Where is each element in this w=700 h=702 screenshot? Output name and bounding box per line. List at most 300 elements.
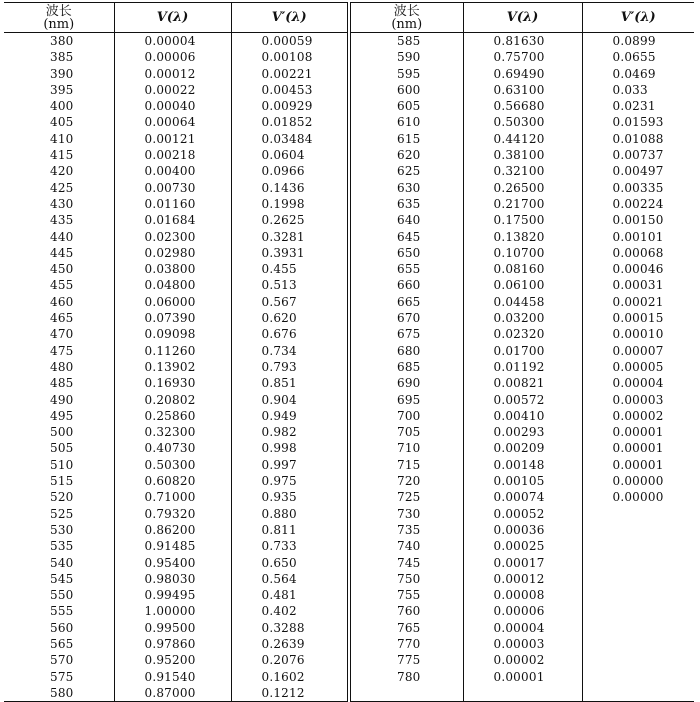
table-row — [4, 636, 694, 652]
v-prime-lambda-cell-right — [582, 652, 694, 668]
wavelength-label-left: 波长 — [45, 3, 72, 19]
v-prime-lambda-cell-right: 0.00497 — [582, 163, 694, 179]
table-row — [4, 669, 694, 685]
v-lambda-cell-right: 0.02320 — [463, 326, 582, 342]
v-lambda-cell-right: 0.01192 — [463, 359, 582, 375]
wavelength-cell-left: 485 — [50, 376, 74, 391]
v-prime-lambda-cell-left: 0.982 — [231, 424, 349, 440]
wavelength-cell-right: 645 — [349, 229, 463, 245]
v-lambda-cell-left: 0.91485 — [114, 538, 231, 554]
v-prime-lambda-cell-left: 0.2076 — [231, 652, 349, 668]
v-lambda-cell-right: 0.00025 — [463, 538, 582, 554]
v-prime-lambda-symbol-right: V′(λ) — [620, 10, 656, 25]
v-lambda-cell-left: 0.97860 — [114, 636, 231, 652]
v-prime-lambda-cell-left: 0.3288 — [231, 620, 349, 636]
v-lambda-cell-left: 0.86200 — [114, 522, 231, 538]
v-lambda-cell-right: 0.00017 — [463, 555, 582, 571]
table-row — [4, 620, 694, 636]
wavelength-cell-left: 520 — [50, 490, 74, 505]
v-lambda-cell-right: 0.08160 — [463, 261, 582, 277]
v-prime-lambda-cell-right — [582, 636, 694, 652]
v-prime-lambda-cell-left: 0.513 — [231, 277, 349, 293]
table-row — [4, 180, 694, 196]
v-lambda-cell-left: 0.09098 — [114, 326, 231, 342]
v-prime-lambda-cell-left: 0.880 — [231, 506, 349, 522]
v-prime-lambda-cell-right: 0.00000 — [582, 489, 694, 505]
wavelength-cell-left: 405 — [50, 115, 74, 130]
table-row — [4, 163, 694, 179]
v-lambda-cell-left: 0.06000 — [114, 294, 231, 310]
v-prime-lambda-cell-right: 0.00001 — [582, 457, 694, 473]
v-lambda-symbol-left: V(λ) — [156, 10, 189, 25]
table-row — [4, 196, 694, 212]
wavelength-cell-left: 505 — [50, 441, 74, 456]
v-lambda-cell-left: 0.32300 — [114, 424, 231, 440]
table-row — [4, 229, 694, 245]
v-lambda-cell-left: 0.00730 — [114, 180, 231, 196]
v-prime-lambda-cell-left: 0.676 — [231, 326, 349, 342]
v-prime-lambda-cell-left: 0.00059 — [231, 33, 349, 50]
v-lambda-cell-left: 0.95400 — [114, 555, 231, 571]
v-prime-lambda-cell-right — [582, 538, 694, 554]
v-lambda-cell-left: 0.01160 — [114, 196, 231, 212]
v-lambda-cell-right: 0.00008 — [463, 587, 582, 603]
v-lambda-cell-right: 0.00006 — [463, 603, 582, 619]
table-row — [4, 603, 694, 619]
v-lambda-cell-left: 0.07390 — [114, 310, 231, 326]
wavelength-cell-right: 690 — [349, 375, 463, 391]
v-prime-lambda-cell-left: 0.935 — [231, 489, 349, 505]
v-lambda-cell-left: 0.01684 — [114, 212, 231, 228]
v-prime-lambda-cell-right — [582, 555, 694, 571]
v-prime-lambda-cell-left: 0.402 — [231, 603, 349, 619]
table-row — [4, 326, 694, 342]
v-lambda-cell-right: 0.69490 — [463, 66, 582, 82]
v-lambda-cell-left: 0.98030 — [114, 571, 231, 587]
wavelength-cell-left: 385 — [50, 50, 74, 65]
wavelength-cell-right: 600 — [349, 82, 463, 98]
wavelength-cell-right: 760 — [349, 603, 463, 619]
wavelength-cell-right: 625 — [349, 163, 463, 179]
v-lambda-cell-left: 0.79320 — [114, 506, 231, 522]
v-lambda-cell-left: 0.16930 — [114, 375, 231, 391]
wavelength-header-right — [349, 3, 463, 33]
wavelength-cell-right: 660 — [349, 277, 463, 293]
v-prime-lambda-cell-right — [582, 522, 694, 538]
wavelength-cell-left: 540 — [50, 555, 74, 570]
v-prime-lambda-cell-right — [582, 685, 694, 702]
wavelength-cell-left: 450 — [50, 262, 74, 277]
wavelength-cell-right: 595 — [349, 66, 463, 82]
v-prime-lambda-cell-left: 0.975 — [231, 473, 349, 489]
wavelength-cell-right: 735 — [349, 522, 463, 538]
v-lambda-cell-right: 0.03200 — [463, 310, 582, 326]
wavelength-cell-right: 680 — [349, 343, 463, 359]
wavelength-cell-left: 535 — [50, 539, 74, 554]
wavelength-cell-left: 380 — [50, 34, 74, 48]
v-lambda-cell-left: 0.40730 — [114, 440, 231, 456]
wavelength-cell-right: 755 — [349, 587, 463, 603]
wavelength-cell-left: 420 — [50, 164, 74, 179]
v-lambda-header-left — [114, 3, 231, 33]
v-prime-lambda-cell-left: 0.998 — [231, 440, 349, 456]
v-lambda-cell-right: 0.00074 — [463, 489, 582, 505]
wavelength-cell-right: 720 — [349, 473, 463, 489]
table-row — [4, 294, 694, 310]
wavelength-cell-right: 615 — [349, 131, 463, 147]
v-prime-lambda-header-right — [582, 3, 694, 33]
v-prime-lambda-cell-left: 0.00453 — [231, 82, 349, 98]
wavelength-unit-right: (nm) — [391, 16, 423, 32]
wavelength-cell-right: 710 — [349, 440, 463, 456]
wavelength-cell-left: 480 — [50, 359, 74, 374]
wavelength-cell-right: 605 — [349, 98, 463, 114]
v-lambda-cell-right: 0.04458 — [463, 294, 582, 310]
wavelength-cell-right — [349, 685, 463, 702]
v-prime-lambda-cell-right: 0.00000 — [582, 473, 694, 489]
v-lambda-cell-left: 0.00022 — [114, 82, 231, 98]
wavelength-cell-left: 580 — [4, 685, 114, 702]
v-lambda-cell-right: 0.56680 — [463, 98, 582, 114]
wavelength-cell-right: 730 — [349, 506, 463, 522]
table-row — [4, 343, 694, 359]
table-row — [4, 310, 694, 326]
v-prime-lambda-cell-right: 0.00150 — [582, 212, 694, 228]
v-lambda-cell-right: 0.26500 — [463, 180, 582, 196]
v-lambda-cell-left: 0.87000 — [114, 685, 231, 702]
wavelength-cell-right: 685 — [349, 359, 463, 375]
wavelength-cell-left: 475 — [50, 343, 74, 358]
v-lambda-cell-left: 0.00012 — [114, 66, 231, 82]
table-row — [4, 277, 694, 293]
wavelength-cell-left: 465 — [50, 311, 74, 326]
v-prime-lambda-cell-left: 0.3281 — [231, 229, 349, 245]
v-lambda-cell-left: 0.99500 — [114, 620, 231, 636]
wavelength-cell-right: 590 — [349, 49, 463, 65]
v-prime-lambda-cell-right: 0.00335 — [582, 180, 694, 196]
wavelength-cell-left: 560 — [50, 620, 74, 635]
v-lambda-cell-right: 0.06100 — [463, 277, 582, 293]
v-lambda-cell-right: 0.75700 — [463, 49, 582, 65]
v-prime-lambda-cell-right: 0.01088 — [582, 131, 694, 147]
wavelength-cell-left: 490 — [50, 392, 74, 407]
v-prime-lambda-cell-left: 0.00108 — [231, 49, 349, 65]
v-lambda-cell-left: 0.71000 — [114, 489, 231, 505]
v-prime-lambda-cell-left: 0.455 — [231, 261, 349, 277]
v-lambda-cell-left: 0.00064 — [114, 114, 231, 130]
wavelength-header-left — [4, 3, 114, 33]
wavelength-cell-right: 620 — [349, 147, 463, 163]
v-lambda-cell-left: 0.91540 — [114, 669, 231, 685]
table-row — [4, 131, 694, 147]
wavelength-cell-right: 705 — [349, 424, 463, 440]
wavelength-cell-left: 575 — [50, 669, 74, 684]
v-lambda-cell-left: 0.00121 — [114, 131, 231, 147]
table-row — [4, 555, 694, 571]
v-lambda-cell-left: 0.04800 — [114, 277, 231, 293]
table-row — [4, 652, 694, 668]
table-row — [4, 538, 694, 554]
v-prime-lambda-cell-right: 0.00010 — [582, 326, 694, 342]
wavelength-cell-left: 435 — [50, 213, 74, 228]
v-prime-lambda-cell-left: 0.650 — [231, 555, 349, 571]
wavelength-cell-right: 775 — [349, 652, 463, 668]
table-row — [4, 473, 694, 489]
wavelength-cell-right: 670 — [349, 310, 463, 326]
wavelength-cell-left: 525 — [50, 506, 74, 521]
v-prime-lambda-cell-right: 0.00224 — [582, 196, 694, 212]
wavelength-cell-left: 515 — [50, 474, 74, 489]
v-lambda-cell-left: 0.00006 — [114, 49, 231, 65]
wavelength-cell-left: 410 — [50, 131, 74, 146]
v-prime-lambda-cell-left: 0.1602 — [231, 669, 349, 685]
table-row — [4, 522, 694, 538]
v-lambda-cell-right: 0.00148 — [463, 457, 582, 473]
table-header — [4, 3, 694, 33]
wavelength-cell-left: 400 — [50, 99, 74, 114]
v-lambda-cell-left: 1.00000 — [114, 603, 231, 619]
table-row — [4, 424, 694, 440]
v-lambda-cell-left: 0.99495 — [114, 587, 231, 603]
v-prime-lambda-cell-right: 0.00002 — [582, 408, 694, 424]
v-lambda-cell-left: 0.95200 — [114, 652, 231, 668]
v-prime-lambda-cell-left: 0.564 — [231, 571, 349, 587]
v-lambda-cell-left: 0.25860 — [114, 408, 231, 424]
v-lambda-cell-right: 0.00004 — [463, 620, 582, 636]
v-prime-lambda-cell-left: 0.481 — [231, 587, 349, 603]
v-prime-lambda-cell-left: 0.851 — [231, 375, 349, 391]
table-row — [4, 571, 694, 587]
table-row — [4, 98, 694, 114]
table-row — [4, 33, 694, 50]
v-prime-lambda-cell-right — [582, 669, 694, 685]
v-lambda-cell-right: 0.81630 — [463, 33, 582, 50]
table-row — [4, 147, 694, 163]
table-row — [4, 66, 694, 82]
v-prime-lambda-cell-left: 0.0966 — [231, 163, 349, 179]
wavelength-cell-right: 750 — [349, 571, 463, 587]
wavelength-cell-right: 740 — [349, 538, 463, 554]
table-row — [4, 489, 694, 505]
v-lambda-cell-right: 0.00012 — [463, 571, 582, 587]
v-prime-lambda-cell-right: 0.00021 — [582, 294, 694, 310]
v-prime-lambda-cell-left: 0.0604 — [231, 147, 349, 163]
v-lambda-cell-right: 0.63100 — [463, 82, 582, 98]
wavelength-cell-right: 695 — [349, 392, 463, 408]
v-lambda-cell-left: 0.13902 — [114, 359, 231, 375]
v-lambda-symbol-right: V(λ) — [506, 10, 539, 25]
v-prime-lambda-cell-left: 0.620 — [231, 310, 349, 326]
v-lambda-cell-right: 0.00052 — [463, 506, 582, 522]
v-lambda-cell-right: 0.00003 — [463, 636, 582, 652]
v-prime-lambda-cell-right — [582, 506, 694, 522]
table-row — [4, 392, 694, 408]
v-lambda-cell-right: 0.00002 — [463, 652, 582, 668]
v-prime-lambda-cell-right — [582, 620, 694, 636]
v-lambda-cell-left: 0.00218 — [114, 147, 231, 163]
table-row — [4, 245, 694, 261]
v-lambda-cell-right: 0.21700 — [463, 196, 582, 212]
wavelength-cell-left: 565 — [50, 636, 74, 651]
v-prime-lambda-cell-right: 0.00068 — [582, 245, 694, 261]
v-lambda-cell-left: 0.00400 — [114, 163, 231, 179]
v-prime-lambda-cell-right — [582, 587, 694, 603]
v-prime-lambda-cell-right: 0.00031 — [582, 277, 694, 293]
wavelength-cell-left: 455 — [50, 278, 74, 293]
wavelength-cell-left: 545 — [50, 571, 74, 586]
v-lambda-cell-right: 0.00105 — [463, 473, 582, 489]
table-row — [4, 408, 694, 424]
v-lambda-cell-right: 0.00036 — [463, 522, 582, 538]
wavelength-cell-left: 470 — [50, 327, 74, 342]
v-prime-lambda-cell-left: 0.00221 — [231, 66, 349, 82]
v-prime-lambda-cell-left: 0.3931 — [231, 245, 349, 261]
wavelength-cell-right: 640 — [349, 212, 463, 228]
wavelength-cell-right: 725 — [349, 489, 463, 505]
v-prime-lambda-cell-right: 0.00737 — [582, 147, 694, 163]
v-lambda-cell-left: 0.03800 — [114, 261, 231, 277]
wavelength-cell-left: 440 — [50, 229, 74, 244]
v-lambda-cell-right: 0.00821 — [463, 375, 582, 391]
v-prime-lambda-cell-right: 0.0469 — [582, 66, 694, 82]
v-lambda-cell-right — [463, 685, 582, 702]
v-prime-lambda-cell-left: 0.03484 — [231, 131, 349, 147]
table-row — [4, 587, 694, 603]
wavelength-cell-right: 715 — [349, 457, 463, 473]
v-prime-lambda-cell-left: 0.734 — [231, 343, 349, 359]
table-row — [4, 212, 694, 228]
v-prime-lambda-cell-right: 0.0899 — [582, 33, 694, 50]
v-prime-lambda-cell-left: 0.00929 — [231, 98, 349, 114]
wavelength-cell-right: 770 — [349, 636, 463, 652]
v-prime-lambda-cell-right: 0.00003 — [582, 392, 694, 408]
luminous-efficiency-table — [4, 2, 694, 702]
v-prime-lambda-header-left — [231, 3, 349, 33]
v-lambda-cell-right: 0.00572 — [463, 392, 582, 408]
v-lambda-cell-left: 0.20802 — [114, 392, 231, 408]
v-prime-lambda-cell-right: 0.00001 — [582, 440, 694, 456]
wavelength-cell-left: 445 — [50, 245, 74, 260]
wavelength-cell-left: 430 — [50, 196, 74, 211]
v-lambda-cell-left: 0.00040 — [114, 98, 231, 114]
v-prime-lambda-cell-left: 0.2639 — [231, 636, 349, 652]
v-lambda-cell-right: 0.44120 — [463, 131, 582, 147]
wavelength-cell-left: 570 — [50, 653, 74, 668]
table-row — [4, 440, 694, 456]
wavelength-cell-right: 635 — [349, 196, 463, 212]
wavelength-cell-left: 530 — [50, 522, 74, 537]
v-prime-lambda-cell-left: 0.997 — [231, 457, 349, 473]
v-prime-lambda-cell-left: 0.01852 — [231, 114, 349, 130]
wavelength-cell-left: 510 — [50, 457, 74, 472]
v-prime-lambda-cell-right: 0.0655 — [582, 49, 694, 65]
table-row — [4, 261, 694, 277]
table-row — [4, 457, 694, 473]
v-prime-lambda-cell-right: 0.00005 — [582, 359, 694, 375]
wavelength-cell-right: 630 — [349, 180, 463, 196]
v-prime-lambda-cell-right: 0.00015 — [582, 310, 694, 326]
v-prime-lambda-cell-left: 0.567 — [231, 294, 349, 310]
wavelength-cell-right: 700 — [349, 408, 463, 424]
wavelength-cell-left: 555 — [50, 604, 74, 619]
wavelength-cell-left: 550 — [50, 588, 74, 603]
wavelength-cell-right: 745 — [349, 555, 463, 571]
header-row — [4, 3, 694, 33]
wavelength-cell-left: 460 — [50, 294, 74, 309]
wavelength-cell-left: 495 — [50, 408, 74, 423]
v-lambda-header-right — [463, 3, 582, 33]
wavelength-cell-right: 655 — [349, 261, 463, 277]
v-lambda-cell-left: 0.02980 — [114, 245, 231, 261]
wavelength-cell-right: 650 — [349, 245, 463, 261]
v-prime-lambda-cell-right: 0.00007 — [582, 343, 694, 359]
v-lambda-cell-right: 0.50300 — [463, 114, 582, 130]
v-prime-lambda-cell-right: 0.00001 — [582, 424, 694, 440]
v-prime-lambda-cell-left: 0.1998 — [231, 196, 349, 212]
table-row — [4, 506, 694, 522]
table-row — [4, 49, 694, 65]
v-prime-lambda-cell-left: 0.793 — [231, 359, 349, 375]
v-lambda-cell-right: 0.01700 — [463, 343, 582, 359]
v-prime-lambda-cell-left: 0.904 — [231, 392, 349, 408]
table-row — [4, 359, 694, 375]
v-prime-lambda-cell-right: 0.033 — [582, 82, 694, 98]
wavelength-cell-right: 665 — [349, 294, 463, 310]
v-lambda-cell-left: 0.50300 — [114, 457, 231, 473]
wavelength-cell-left: 390 — [50, 66, 74, 81]
wavelength-cell-left: 500 — [50, 425, 74, 440]
v-lambda-cell-left: 0.11260 — [114, 343, 231, 359]
v-lambda-cell-right: 0.13820 — [463, 229, 582, 245]
v-lambda-cell-right: 0.00410 — [463, 408, 582, 424]
v-prime-lambda-cell-right: 0.00004 — [582, 375, 694, 391]
v-lambda-cell-right: 0.38100 — [463, 147, 582, 163]
wavelength-cell-right: 780 — [349, 669, 463, 685]
wavelength-cell-right: 585 — [349, 33, 463, 50]
v-prime-lambda-cell-right — [582, 571, 694, 587]
v-lambda-cell-right: 0.00001 — [463, 669, 582, 685]
v-lambda-cell-right: 0.17500 — [463, 212, 582, 228]
wavelength-unit-left: (nm) — [43, 16, 75, 32]
v-lambda-cell-left: 0.00004 — [114, 33, 231, 50]
wavelength-label-right: 波长 — [393, 3, 420, 19]
v-prime-lambda-cell-left: 0.2625 — [231, 212, 349, 228]
v-lambda-cell-right: 0.00209 — [463, 440, 582, 456]
wavelength-cell-left: 395 — [50, 82, 74, 97]
v-prime-lambda-cell-left: 0.1436 — [231, 180, 349, 196]
wavelength-cell-left: 425 — [50, 180, 74, 195]
v-prime-lambda-cell-left: 0.811 — [231, 522, 349, 538]
v-prime-lambda-cell-right: 0.0231 — [582, 98, 694, 114]
v-prime-lambda-cell-right: 0.00101 — [582, 229, 694, 245]
table-row — [4, 375, 694, 391]
wavelength-cell-right: 765 — [349, 620, 463, 636]
wavelength-cell-right: 675 — [349, 326, 463, 342]
v-prime-lambda-cell-left: 0.949 — [231, 408, 349, 424]
table-row — [4, 82, 694, 98]
v-prime-lambda-cell-left: 0.733 — [231, 538, 349, 554]
table-row — [4, 685, 694, 702]
table-body — [4, 33, 694, 702]
table-row — [4, 114, 694, 130]
v-lambda-cell-left: 0.02300 — [114, 229, 231, 245]
v-prime-lambda-cell-right: 0.01593 — [582, 114, 694, 130]
v-lambda-cell-right: 0.00293 — [463, 424, 582, 440]
v-prime-lambda-symbol-left: V′(λ) — [271, 10, 307, 25]
wavelength-cell-left: 415 — [50, 148, 74, 163]
wavelength-cell-right: 610 — [349, 114, 463, 130]
v-lambda-cell-right: 0.32100 — [463, 163, 582, 179]
